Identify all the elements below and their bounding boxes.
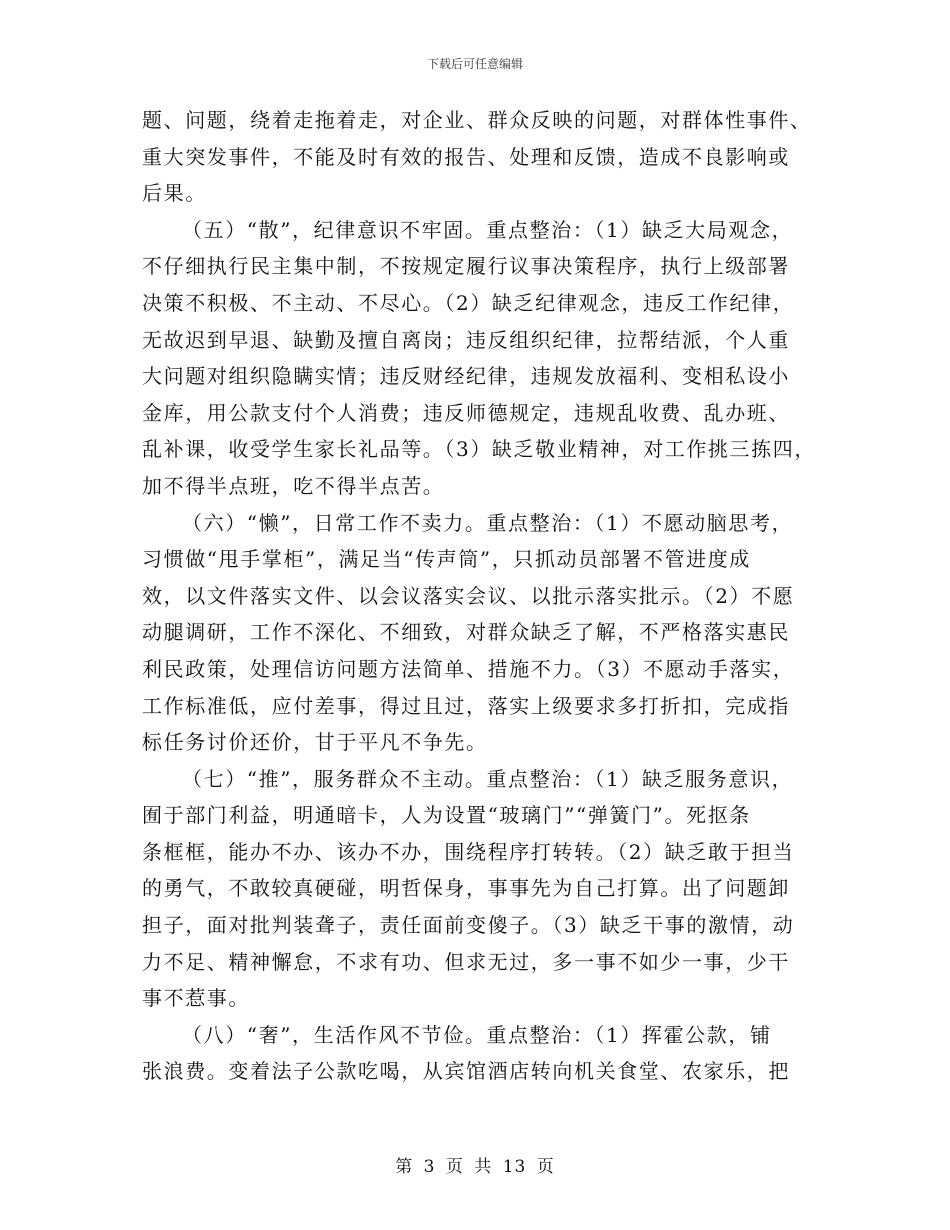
text-line: 大问题对组织隐瞒实情；违反财经纪律，违规发放福利、变相私设小: [142, 364, 790, 389]
page-footer: 第 3 页 共 13 页: [395, 1157, 555, 1177]
text-line: 事不惹事。: [142, 986, 250, 1011]
text-line: 后果。: [142, 181, 207, 206]
text-line: （七）“推”，服务群众不主动。重点整治：（1）缺乏服务意识，: [182, 766, 794, 791]
text-line: 张浪费。变着法子公款吃喝，从宾馆酒店转向机关食堂、农家乐，把: [142, 1059, 790, 1084]
text-line: 效，以文件落实文件、以会议落实会议、以批示落实批示。（2）不愿: [142, 583, 795, 608]
text-line: 不仔细执行民主集中制，不按规定履行议事决策程序，执行上级部署: [142, 254, 790, 279]
text-line: （五）“散”，纪律意识不牢固。重点整治：（1）缺乏大局观念，: [182, 217, 794, 242]
page-header: 下载后可任意编辑: [426, 57, 523, 71]
text-line: 担子，面对批判装聋子，责任面前变傻子。（3）缺乏干事的激情，动: [142, 913, 795, 938]
text-line: 加不得半点班，吃不得半点苦。: [142, 473, 445, 498]
text-line: 利民政策，处理信访问题方法简单、措施不力。（3）不愿动手落实，: [142, 656, 795, 681]
text-line: 工作标准低，应付差事，得过且过，落实上级要求多打折扣，完成指: [142, 693, 790, 718]
text-line: 的勇气，不敢较真硬碰，明哲保身，事事先为自己打算。出了问题卸: [142, 876, 790, 901]
text-line: （八）“奢”，生活作风不节俭。重点整治：（1）挥霍公款，铺: [182, 1022, 772, 1047]
text-line: 题、问题，绕着走拖着走，对企业、群众反映的问题，对群体性事件、: [142, 108, 812, 132]
text-line: 习惯做“甩手掌柜”，满足当“传声筒”，只抓动员部署不管进度成: [142, 547, 751, 572]
text-line: 乱补课，收受学生家长礼品等。（3）缺乏敬业精神，对工作挑三拣四，: [142, 437, 816, 462]
text-line: 标任务讨价还价，甘于平凡不争先。: [142, 730, 488, 755]
text-line: （六）“懒”，日常工作不卖力。重点整治：（1）不愿动脑思考，: [182, 510, 794, 535]
text-line: 囿于部门利益，明通暗卡，人为设置“玻璃门”“弹簧门”。死抠条: [142, 803, 751, 828]
document-body: [142, 102, 832, 1090]
text-line: 动腿调研，工作不深化、不细致，对群众缺乏了解，不严格落实惠民: [142, 620, 790, 645]
text-line: 力不足、精神懈怠，不求有功、但求无过，多一事不如少一事，少干: [142, 949, 790, 974]
text-line: 金库，用公款支付个人消费；违反师德规定，违规乱收费、乱办班、: [142, 400, 790, 425]
text-line: 条框框，能办不办、该办不办，围绕程序打转转。（2）缺乏敢于担当: [142, 839, 795, 864]
text-line: 决策不积极、不主动、不尽心。（2）缺乏纪律观念，违反工作纪律，: [142, 290, 795, 315]
text-line: 重大突发事件，不能及时有效的报告、处理和反馈，造成不良影响或: [142, 144, 790, 169]
text-line: 无故迟到早退、缺勤及擅自离岗；违反组织纪律，拉帮结派，个人重: [142, 327, 790, 352]
